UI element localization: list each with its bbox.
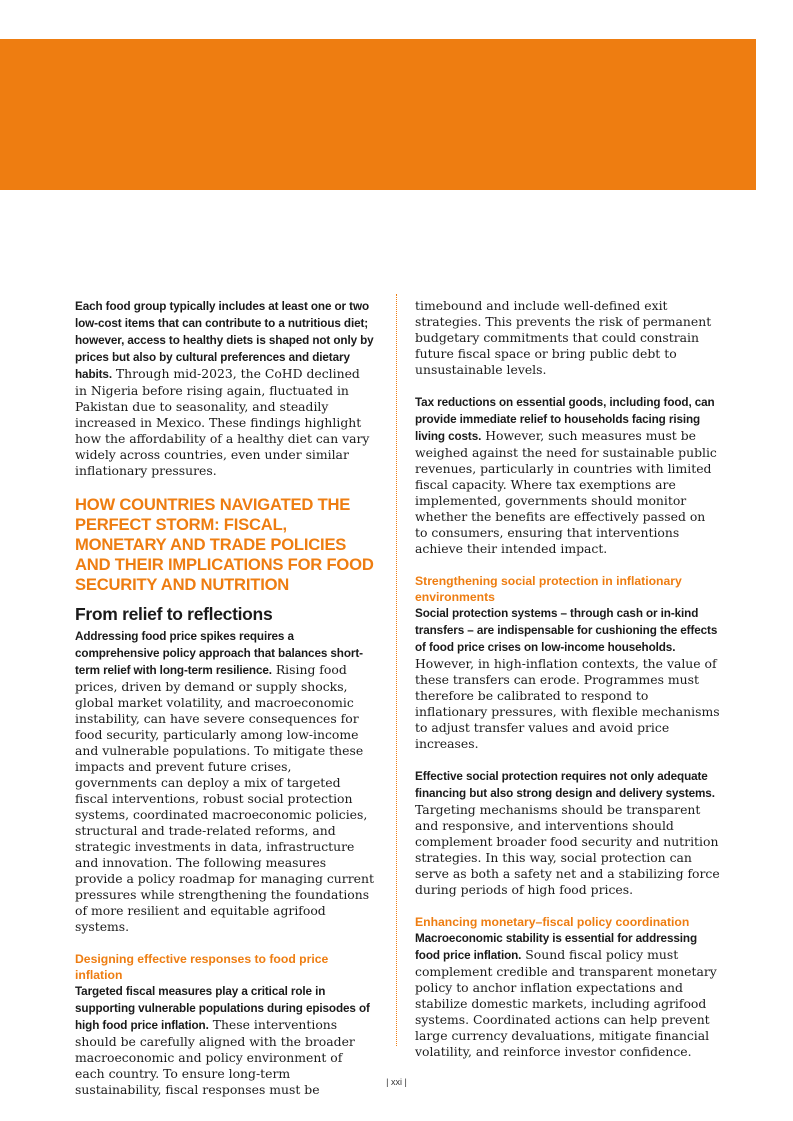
right-column (415, 298, 720, 1076)
paragraph (415, 768, 720, 898)
lead-in-bold: Effective social protection requires not only adequate financing but also strong design and delivery systems. (415, 770, 715, 800)
paragraph (75, 628, 375, 935)
lead-in-bold: Tax reductions on essential goods, including food, can provide immediate relief to households facing rising living costs. (415, 396, 715, 443)
section-title: HOW COUNTRIES NAVIGATED THE PERFECT STORM: FISCAL, MONETARY AND TRADE POLICIES AND THEIR IMPLICATIONS FOR FOOD SECURITY AND NUTRITION (75, 495, 374, 594)
minor-heading: Enhancing monetary–fiscal policy coordination (415, 915, 690, 929)
lead-in-bold: Each food group typically includes at least one or two low-cost items that can contribute to a nutritious diet; however, access to healthy diets is shaped not only by prices but also by cultural preferences and dietary habits. (75, 300, 374, 381)
header-banner (0, 39, 756, 190)
body-text: timebound and include well-defined exit strategies. This prevents the risk of permanent budgetary commitments that could constrain future fiscal space or bring public debt to unsustainable levels. (415, 298, 712, 377)
left-column (75, 298, 375, 1114)
lead-in-bold: Addressing food price spikes requires a comprehensive policy approach that balances short-term relief with long-term resilience. (75, 630, 363, 677)
paragraph (415, 930, 720, 1060)
paragraph (415, 605, 720, 752)
paragraph (75, 298, 375, 479)
column-divider (396, 294, 397, 1046)
subheading: From relief to reflections (75, 604, 273, 624)
body-text: These interventions should be carefully aligned with the broader macroeconomic and policy environment of each country. To ensure long-term sustainability, fiscal responses must be (75, 1017, 355, 1097)
body-text: However, in high-inflation contexts, the value of these transfers can erode. Programmes must therefore be calibrated to respond to inflationary pressures, with flexible mechanisms to adjust transfer values and avoid price increases. (415, 656, 720, 751)
lead-in-bold: Macroeconomic stability is essential for addressing food price inflation. (415, 932, 697, 962)
body-text: Targeting mechanisms should be transparent and responsive, and interventions should complement broader food security and nutrition strategies. In this way, social protection can serve as both a safety net and a stabilizing force during periods of high food prices. (415, 802, 720, 897)
body-text: However, such measures must be weighed against the need for sustainable public revenues, particularly in countries with limited fiscal capacity. Where tax exemptions are implemented, governments should monitor whether the benefits are effectively passed on to consumers, ensuring that interventions achieve their intended impact. (415, 428, 717, 556)
page-number: | xxi | (386, 1077, 407, 1087)
lead-in-bold: Social protection systems – through cash or in-kind transfers – are indispensable for cushioning the effects of food price crises on low-income households. (415, 607, 718, 654)
lead-in-bold: Targeted fiscal measures play a critical role in supporting vulnerable populations during episodes of high food price inflation. (75, 985, 370, 1032)
body-text: Sound fiscal policy must complement credible and transparent monetary policy to anchor inflation expectations and stabilize domestic markets, including agrifood systems. Coordinated actions can help prevent large currency devaluations, mitigate financial volatility, and reinforce investor confidence. (415, 947, 717, 1059)
paragraph (415, 394, 720, 557)
body-text: Through mid-2023, the CoHD declined in Nigeria before rising again, fluctuated in Pakistan due to seasonality, and steadily increased in Mexico. These findings highlight how the affordability of a healthy diet can vary widely across countries, even under similar inflationary pressures. (75, 366, 370, 478)
paragraph (415, 298, 720, 378)
minor-heading: Strengthening social protection in inflationary environments (415, 574, 682, 604)
body-text: Rising food prices, driven by demand or supply shocks, global market volatility, and macroeconomic instability, can have severe consequences for food security, particularly among low-income and vulnerable populations. To mitigate these impacts and prevent future crises, governments can deploy a mix of targeted fiscal interventions, robust social protection systems, coordinated macroeconomic policies, structural and trade-related reforms, and strategic investments in data, infrastructure and innovation. The following measures provide a policy roadmap for managing current pressures while strengthening the foundations of more resilient and equitable agrifood systems. (75, 662, 374, 934)
minor-heading: Designing effective responses to food price inflation (75, 952, 329, 982)
